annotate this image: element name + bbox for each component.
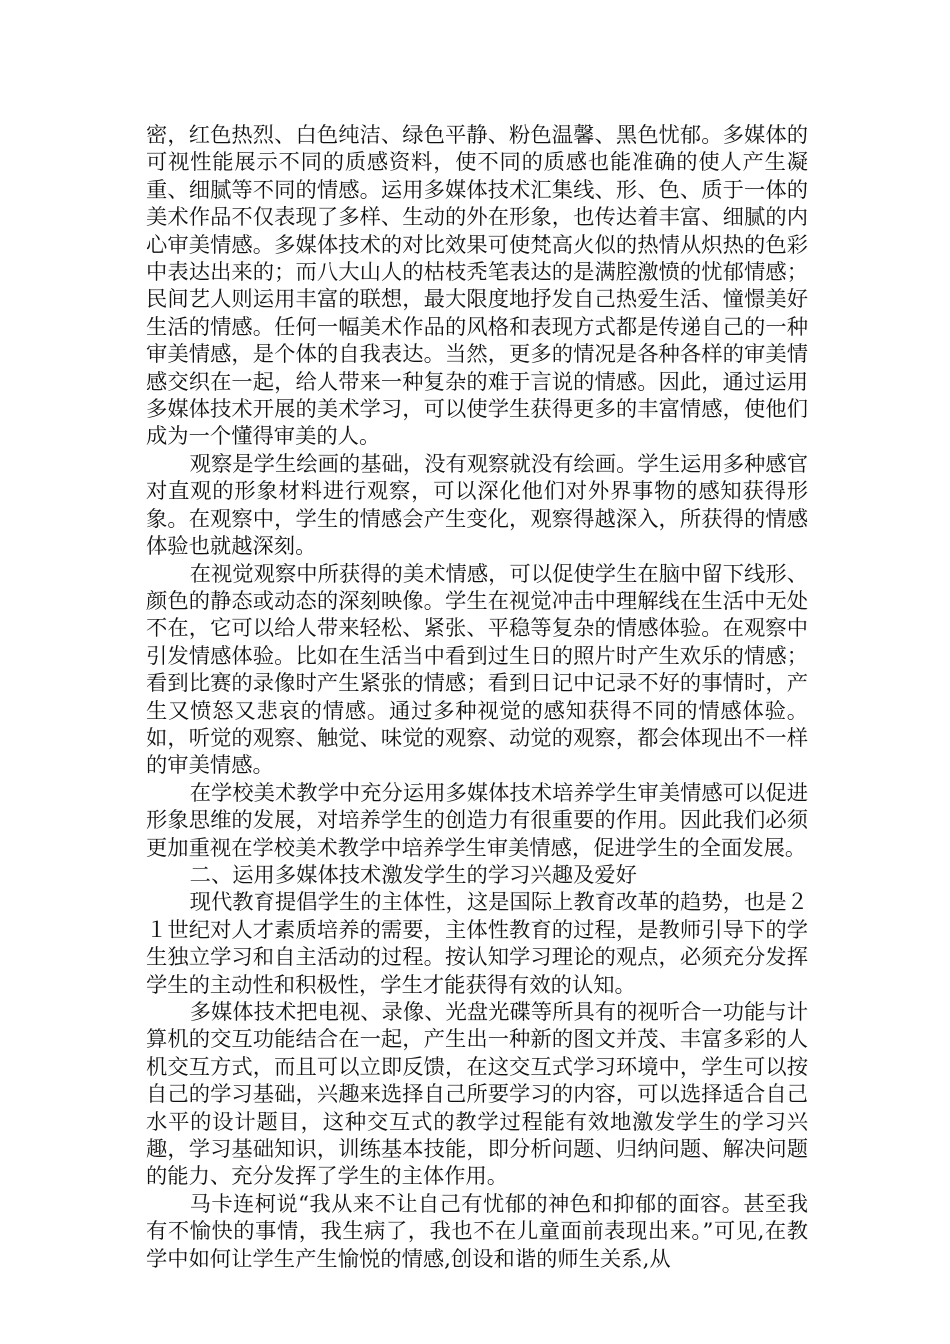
paragraph-visual-observation: 在视觉观察中所获得的美术情感，可以促使学生在脑中留下线形、颜色的静态或动态的深刻映像。学生在视觉冲击中理解线在生活中无处不在，它可以给人带来轻松、紧张、平稳等复杂的情感体验。在观察中引发情感体验。比如在生活当中看到过生日的照片时产生欢乐的情感；看到比赛的录像时产生紧张的情感；看到日记中记录不好的事情时，产生又愤怒又悲哀的情感。通过多种视觉的感知获得不同的情感体验。如，听觉的观察、触觉、味觉的观察、动觉的观察，都会体现出不一样的审美情感。 (146, 561, 808, 779)
paragraph-makarenko-quote: 马卡连柯说“我从来不让自己有忧郁的神色和抑郁的面容。甚至我有不愉快的事情，我生病了，我也不在儿童面前表现出来。”可见,在教学中如何让学生产生愉悦的情感,创设和谐的师生关系,从 (146, 1191, 808, 1272)
section-heading-interest: 二、运用多媒体技术激发学生的学习兴趣及爱好 (189, 862, 637, 888)
paragraph-observation: 观察是学生绘画的基础，没有观察就没有绘画。学生运用多种感官对直观的形象材料进行观察，可以深化他们对外界事物的感知获得形象。在观察中，学生的情感会产生变化，观察得越深入，所获得的情感体验也就越深刻。 (146, 451, 808, 560)
paragraph-aesthetic-emotion: 密，红色热烈、白色纯洁、绿色平静、粉色温馨、黑色忧郁。多媒体的可视性能展示不同的质感资料，使不同的质感也能准确的使人产生凝重、细腻等不同的情感。运用多媒体技术汇集线、形、色、质于一体的美术作品不仅表现了多样、生动的外在形象，也传达着丰富、细腻的内心审美情感。多媒体技术的对比效果可使梵高火似的热情从炽热的色彩中表达出来的；而八大山人的枯枝秃笔表达的是满腔激愤的忧郁情感；民间艺人则运用丰富的联想，最大限度地抒发自己热爱生活、憧憬美好生活的情感。任何一幅美术作品的风格和表现方式都是传递自己的一种审美情感，是个体的自我表达。当然，更多的情况是各种各样的审美情感交织在一起，给人带来一种复杂的难于言说的情感。因此，通过运用多媒体技术开展的美术学习，可以使学生获得更多的丰富情感，使他们成为一个懂得审美的人。 (146, 123, 808, 450)
paragraph-school-art-teaching: 在学校美术教学中充分运用多媒体技术培养学生审美情感可以促进形象思维的发展，对培养学生的创造力有很重要的作用。因此我们必须更加重视在学校美术教学中培养学生审美情感，促进学生的全面发展。 (146, 780, 808, 861)
paragraph-multimedia-interaction: 多媒体技术把电视、录像、光盘光碟等所具有的视听合一功能与计算机的交互功能结合在一起，产生出一种新的图文并茂、丰富多彩的人机交互方式，而且可以立即反馈，在这交互式学习环境中，学生可以按自己的学习基础，兴趣来选择自己所要学习的内容，可以选择适合自己水平的设计题目，这种交互式的教学过程能有效地激发学生的学习兴趣，学习基础知识，训练基本技能，即分析问题、归纳问题、解决问题的能力、充分发挥了学生的主体作用。 (146, 1000, 808, 1190)
document-body (146, 122, 808, 1273)
paragraph-modern-education: 现代教育提倡学生的主体性，这是国际上教育改革的趋势，也是２１世纪对人才素质培养的需要，主体性教育的过程，是教师引导下的学生独立学习和自主活动的过程。按认知学习理论的观点，必须充分发挥学生的主动性和积极性，学生才能获得有效的认知。 (146, 890, 808, 998)
